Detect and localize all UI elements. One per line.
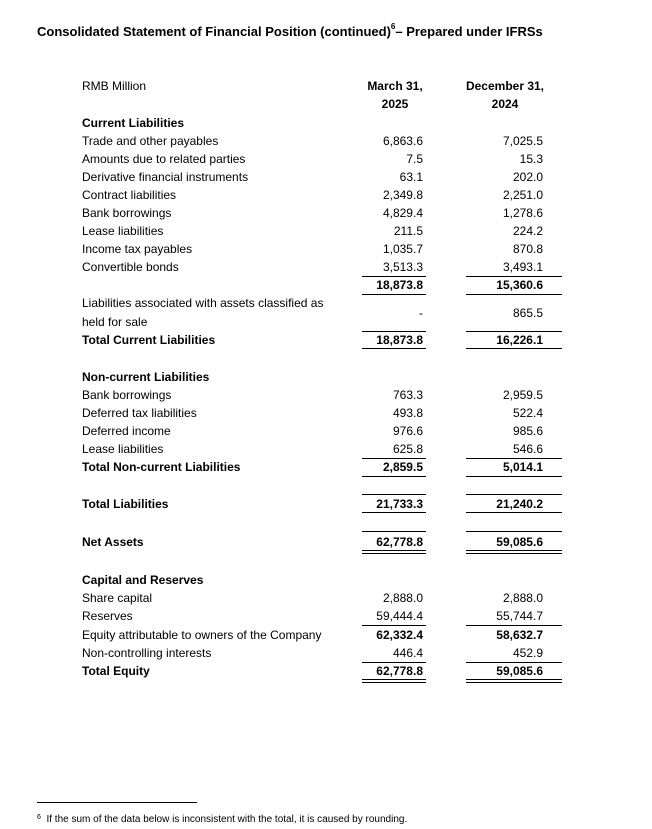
table-row: held for sale — [82, 315, 148, 329]
total-row: Net Assets 62,778.8 59,085.6 — [82, 535, 543, 549]
total-rule — [466, 662, 562, 663]
total-row: Total Current Liabilities 18,873.8 16,226.1 — [82, 333, 543, 347]
total-rule — [362, 531, 426, 532]
double-rule — [362, 679, 426, 683]
subtotal-rule — [362, 294, 426, 295]
table-row: Non-controlling interests 446.4 452.9 — [82, 646, 543, 660]
double-rule — [466, 679, 562, 683]
table-row: Bank borrowings 763.3 2,959.5 — [82, 388, 543, 402]
table-row: Reserves 59,444.4 55,744.7 — [82, 609, 543, 623]
col-header-march-line1: March 31, — [367, 79, 423, 93]
col-header-december-line2: 2024 — [491, 97, 519, 111]
table-row: Bank borrowings 4,829.4 1,278.6 — [82, 206, 543, 220]
subtotal-rule — [466, 276, 562, 277]
table-row: Lease liabilities 625.8 546.6 — [82, 442, 543, 456]
subtotal-rule — [466, 294, 562, 295]
total-rule — [362, 662, 426, 663]
double-rule — [466, 550, 562, 554]
total-rule — [466, 331, 562, 332]
total-row: Total Non-current Liabilities 2,859.5 5,014.1 — [82, 460, 543, 474]
subtotal-rule — [362, 625, 426, 626]
table-row: Contract liabilities 2,349.8 2,251.0 — [82, 188, 543, 202]
col-header-march-line2: 2025 — [381, 97, 409, 111]
table-row: Trade and other payables 6,863.6 7,025.5 — [82, 134, 543, 148]
total-rule — [466, 512, 562, 513]
total-rule — [362, 458, 426, 459]
table-row: Amounts due to related parties 7.5 15.3 — [82, 152, 543, 166]
table-row: Lease liabilities 211.5 224.2 — [82, 224, 543, 238]
unit-label: RMB Million — [82, 79, 147, 93]
total-rule — [362, 512, 426, 513]
subtotal-rule — [362, 276, 426, 277]
total-rule — [362, 476, 426, 477]
footnote-rule — [37, 802, 197, 803]
table-row: Income tax payables 1,035.7 870.8 — [82, 242, 543, 256]
page-title: Consolidated Statement of Financial Position (continued)$^6$– Prepared under IFRSs — [37, 22, 543, 39]
table-row: Deferred tax liabilities 493.8 522.4 — [82, 406, 543, 420]
subtotal-row: Equity attributable to owners of the Company 62,332.4 58,632.7 — [82, 628, 543, 642]
table-row: - 865.5 — [419, 306, 543, 320]
table-row: Share capital 2,888.0 2,888.0 — [82, 591, 543, 605]
total-rule — [362, 494, 426, 495]
total-row: Total Liabilities 21,733.3 21,240.2 — [82, 497, 543, 511]
table-row: Convertible bonds 3,513.3 3,493.1 — [82, 260, 543, 274]
total-rule — [466, 494, 562, 495]
subtotal-row: 18,873.8 15,360.6 — [376, 278, 543, 292]
table-row: Liabilities associated with assets classified as — [82, 296, 324, 310]
table-row: Deferred income 976.6 985.6 — [82, 424, 543, 438]
table-row: Derivative financial instruments 63.1 202.0 — [82, 170, 543, 184]
total-rule — [362, 348, 426, 349]
total-rule — [362, 331, 426, 332]
subtotal-rule — [466, 625, 562, 626]
footnote: $^6$ If the sum of the data below is inconsistent with the total, it is caused by rounding. — [37, 814, 408, 825]
total-rule — [466, 348, 562, 349]
total-rule — [466, 531, 562, 532]
footnote-mark: 6 — [37, 814, 41, 821]
section-heading: Non-current Liabilities — [82, 370, 210, 384]
section-heading: Capital and Reserves — [82, 573, 204, 587]
col-header-december-line1: December 31, — [465, 79, 545, 93]
total-rule — [466, 476, 562, 477]
footnote-reference: 6 — [390, 22, 396, 31]
double-rule — [362, 550, 426, 554]
section-heading: Current Liabilities — [82, 116, 185, 130]
total-row: Total Equity 62,778.8 59,085.6 — [82, 664, 543, 678]
total-rule — [466, 458, 562, 459]
